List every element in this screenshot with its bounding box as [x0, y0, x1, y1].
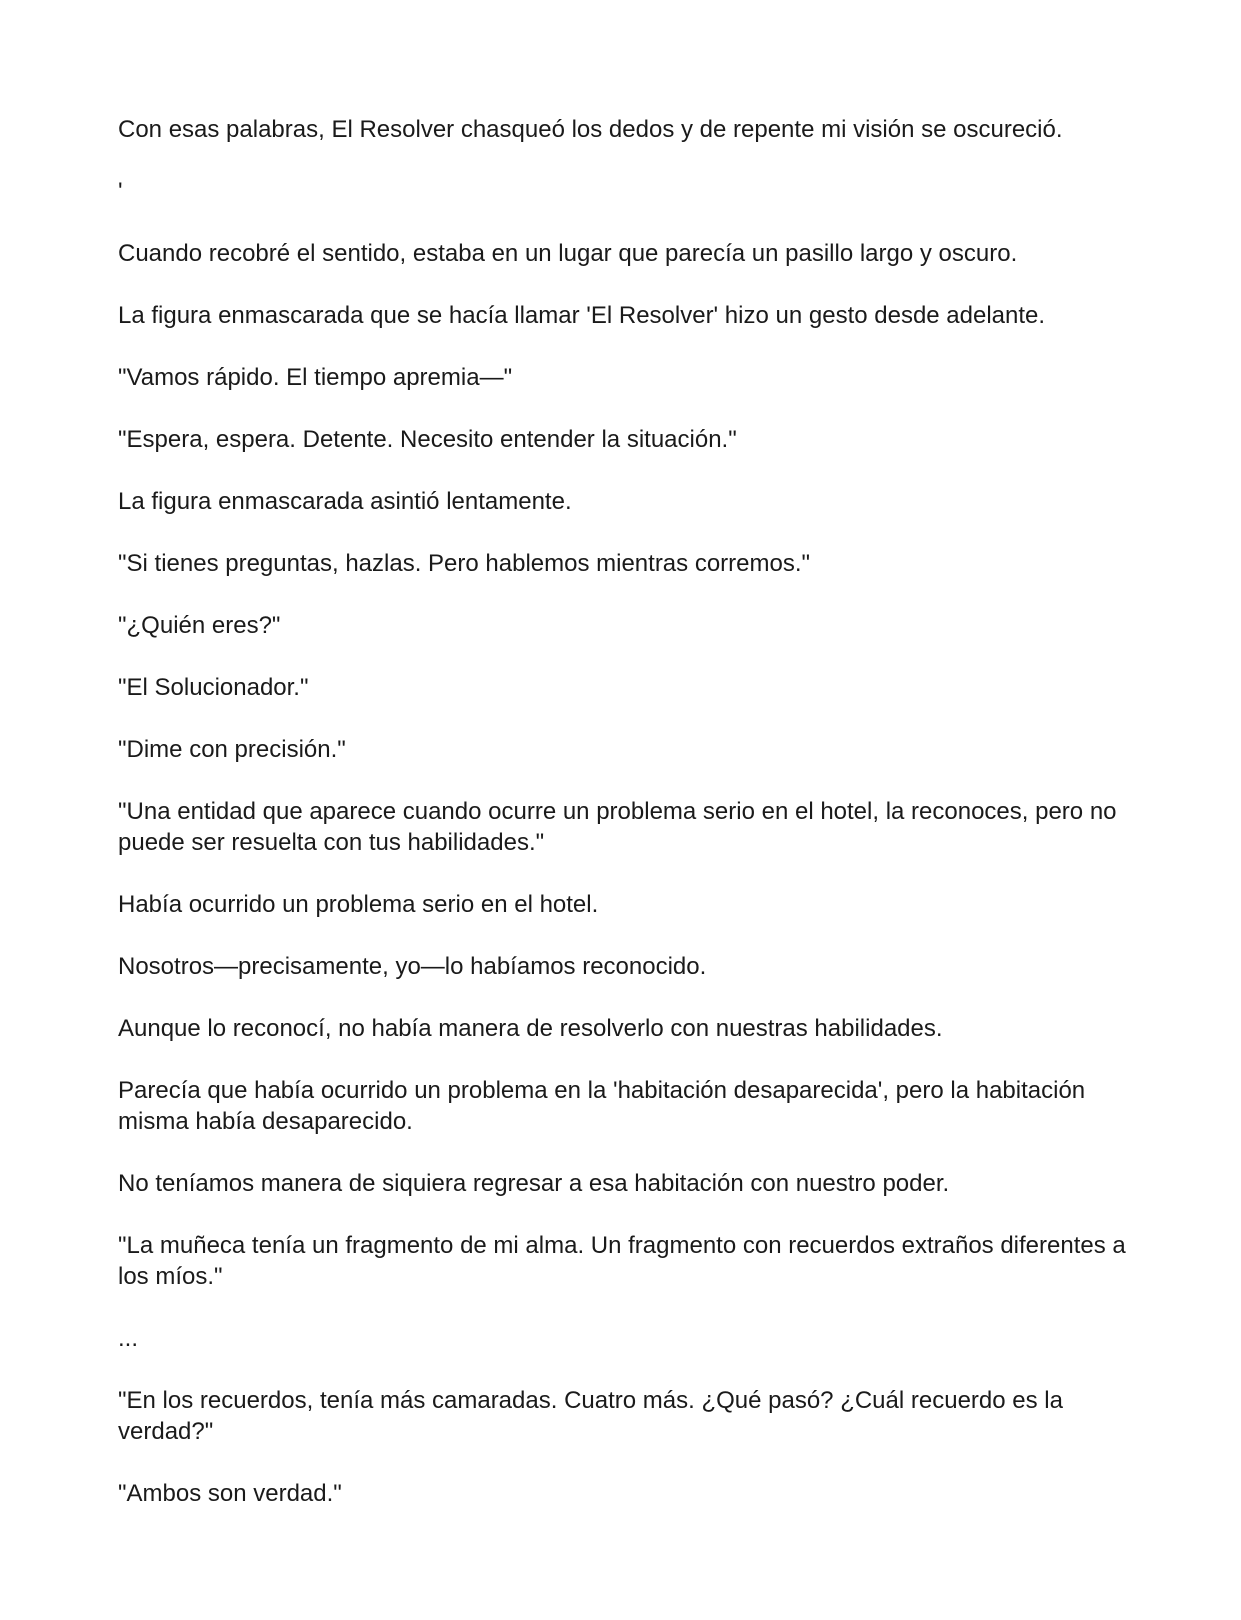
paragraph: Nosotros—precisamente, yo—lo habíamos reconocido. — [118, 953, 707, 980]
paragraph: "Una entidad que aparece cuando ocurre un problema serio en el hotel, la reconoces, pero no puede ser resuelta con tus habilidades." — [118, 798, 1117, 856]
paragraph: "El Solucionador." — [118, 674, 309, 701]
paragraph: Aunque lo reconocí, no había manera de resolverlo con nuestras habilidades. — [118, 1015, 943, 1042]
paragraph: "¿Quién eres?" — [118, 612, 281, 639]
paragraph: "Vamos rápido. El tiempo apremia—" — [118, 364, 513, 391]
paragraph: "Si tienes preguntas, hazlas. Pero hablemos mientras corremos." — [118, 550, 811, 577]
paragraph: Había ocurrido un problema serio en el hotel. — [118, 891, 599, 918]
paragraph: Cuando recobré el sentido, estaba en un lugar que parecía un pasillo largo y oscuro. — [118, 240, 1018, 267]
paragraph: La figura enmascarada asintió lentamente. — [118, 488, 572, 515]
paragraph: La figura enmascarada que se hacía llamar 'El Resolver' hizo un gesto desde adelante. — [118, 302, 1046, 329]
paragraph: Con esas palabras, El Resolver chasqueó los dedos y de repente mi visión se oscureció. — [118, 116, 1063, 143]
paragraph: "En los recuerdos, tenía más camaradas. Cuatro más. ¿Qué pasó? ¿Cuál recuerdo es la verdad?" — [118, 1387, 1063, 1445]
paragraph: "Ambos son verdad." — [118, 1480, 342, 1507]
paragraph: "La muñeca tenía un fragmento de mi alma. Un fragmento con recuerdos extraños diferentes a los míos." — [118, 1232, 1126, 1290]
paragraph: "Espera, espera. Detente. Necesito entender la situación." — [118, 426, 737, 453]
paragraph: ... — [118, 1325, 139, 1352]
paragraph: "Dime con precisión." — [118, 736, 346, 763]
paragraph: No teníamos manera de siquiera regresar a esa habitación con nuestro poder. — [118, 1170, 950, 1197]
text-body — [118, 114, 1128, 1540]
paragraph: Parecía que había ocurrido un problema en la 'habitación desaparecida', pero la habitación misma había desaparecido. — [118, 1077, 1086, 1135]
paragraph: ' — [118, 178, 123, 205]
